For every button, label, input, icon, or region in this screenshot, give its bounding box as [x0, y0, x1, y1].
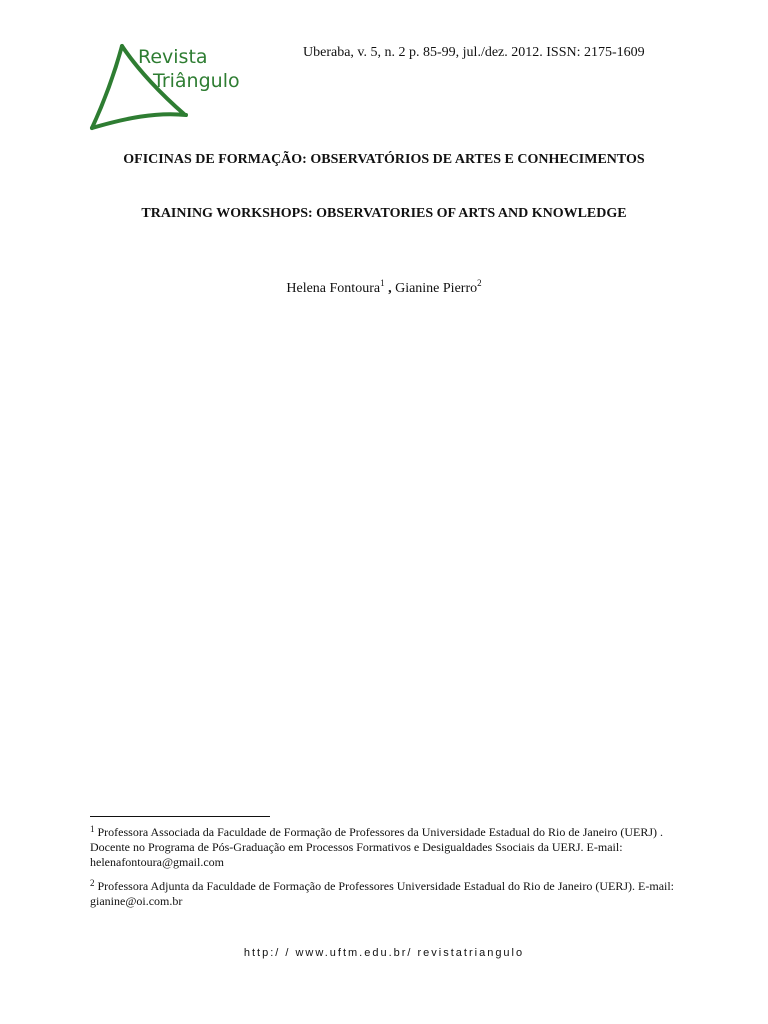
footnote-marker[interactable]: 1 — [380, 278, 385, 288]
author-name: Gianine Pierro — [395, 281, 478, 296]
title-portuguese: OFICINAS DE FORMAÇÃO: OBSERVATÓRIOS DE ARTES E CONHECIMENTOS — [123, 152, 645, 167]
footnote-number: 1 — [90, 824, 95, 834]
footnote-marker[interactable]: 2 — [477, 278, 482, 288]
title-english: TRAINING WORKSHOPS: OBSERVATORIES OF ARTS AND KNOWLEDGE — [141, 206, 627, 221]
footnote-text: Professora Adjunta da Faculdade de Formação de Professores Universidade Estadual do Rio de Janeiro (UERJ). E-mail: gianine@oi.com.br — [90, 879, 675, 908]
footer-url-link[interactable]: http:/ / www.uftm.edu.br/ revistatriangulo — [243, 947, 525, 959]
logo-word-revista: Revista — [138, 46, 208, 68]
footnote-2 — [90, 876, 680, 909]
footnote-1 — [90, 822, 680, 870]
author-name: Helena Fontoura — [286, 281, 381, 296]
footnote-text: Professora Associada da Faculdade de Formação de Professores da Universidade Estadual do Rio de Janeiro (UERJ) . Docente no Programa de Pós-Graduação em Processos Formativos e Desigualdades Ssociais da UERJ. E-mail: helenafontoura@gmail.com — [90, 825, 664, 869]
footnote-number: 2 — [90, 878, 95, 888]
footnote-divider — [90, 816, 270, 817]
author-separator: , — [384, 281, 396, 296]
citation-header: Uberaba, v. 5, n. 2 p. 85-99, jul./dez. 2012. ISSN: 2175-1609 — [303, 45, 645, 60]
logo-word-triangulo: Triângulo — [153, 70, 240, 92]
journal-logo — [86, 40, 256, 136]
authors-line — [0, 278, 768, 297]
